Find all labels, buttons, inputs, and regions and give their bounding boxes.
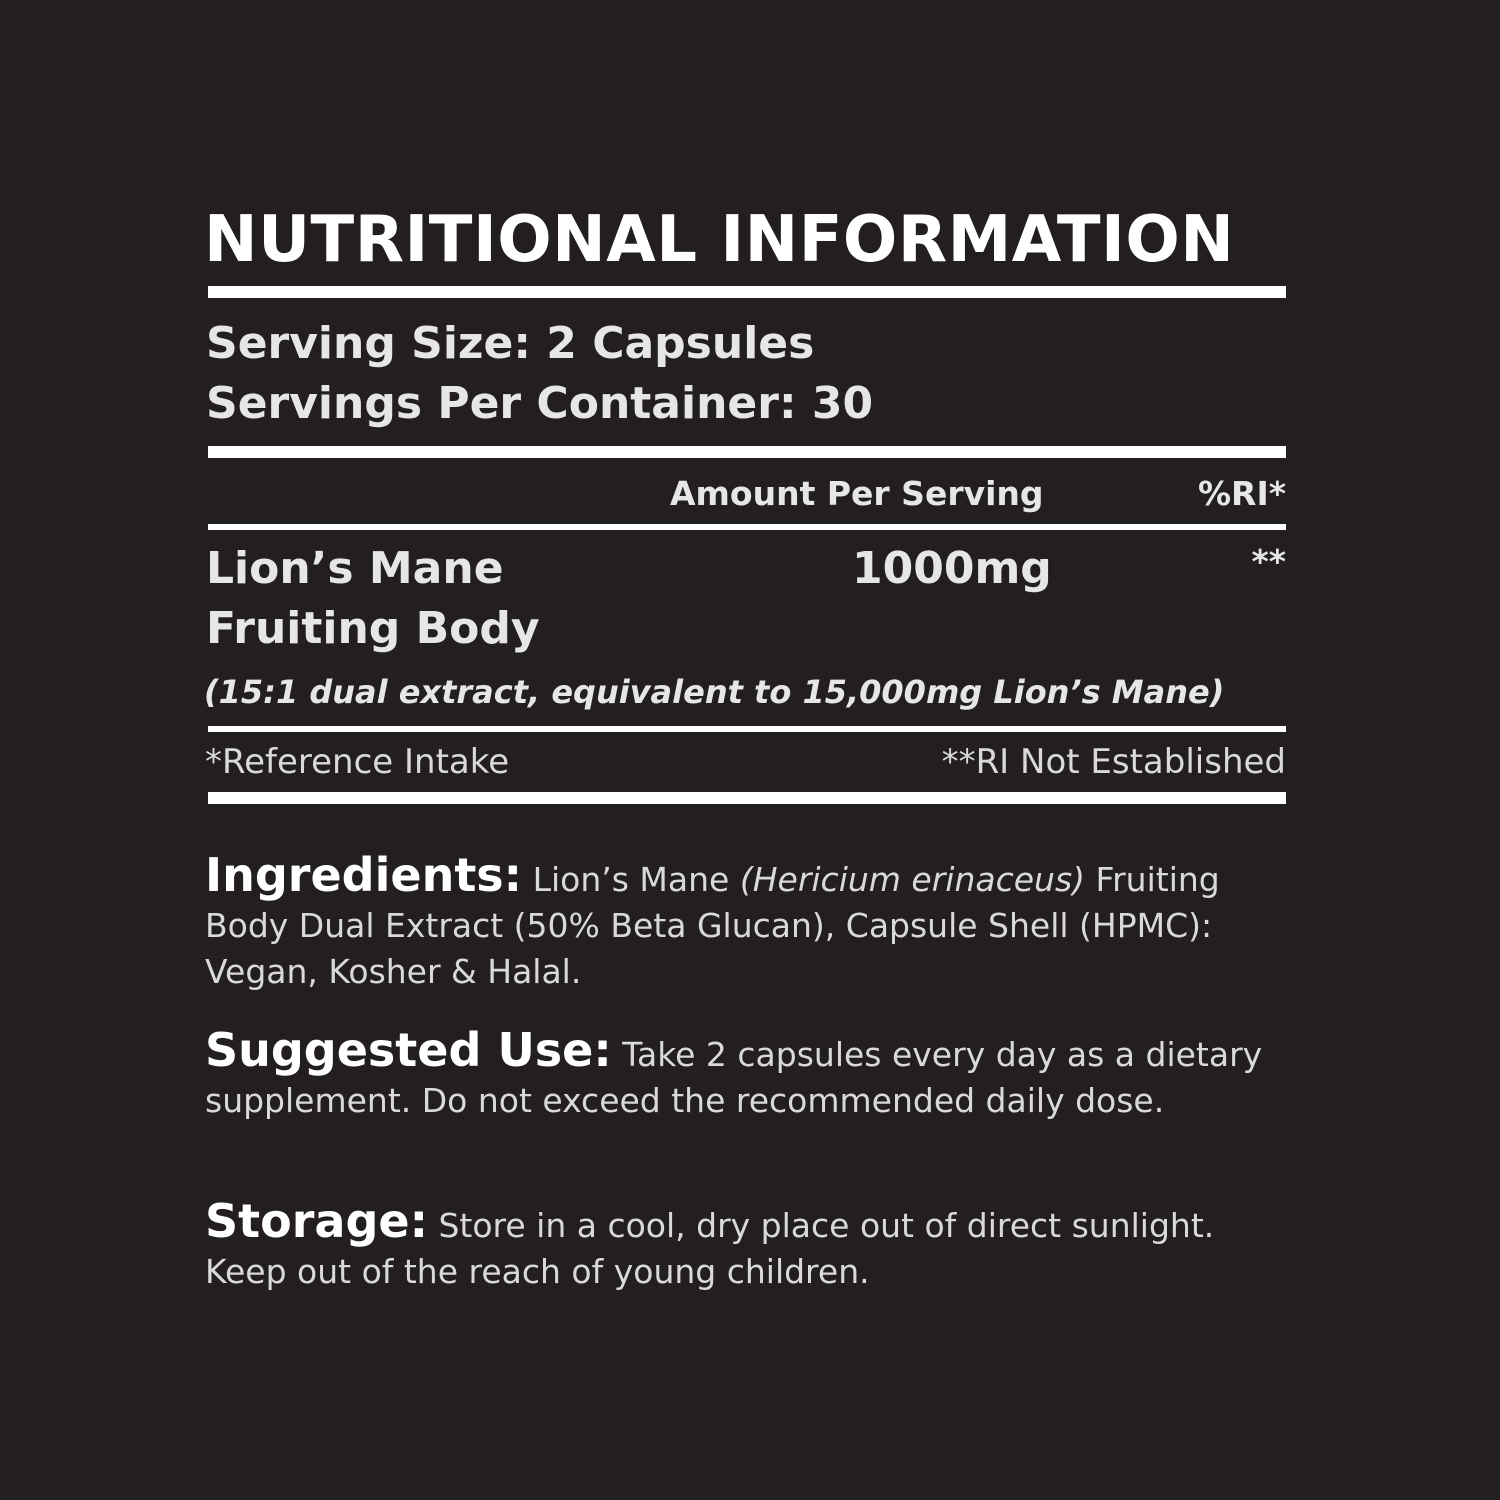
storage-label: Storage:	[205, 1194, 428, 1248]
ingredient-amount: 1000mg	[852, 543, 1052, 594]
ingredients-text-a: Lion’s Mane	[522, 860, 740, 899]
ingredient-name-line2: Fruiting Body	[206, 603, 540, 654]
divider-thick	[208, 792, 1286, 804]
column-header-ri: %RI*	[1197, 474, 1286, 513]
ingredients-paragraph	[205, 848, 1285, 995]
suggested-use-text: Take 2 capsules every day as a dietary supplement. Do not exceed the recommended daily dose.	[205, 1035, 1263, 1120]
suggested-use-paragraph	[205, 1023, 1285, 1124]
divider-thick	[208, 286, 1286, 298]
ingredients-text-b: Fruiting Body Dual Extract (50% Beta Glucan), Capsule Shell (HPMC): Vegan, Kosher & Halal.	[205, 860, 1220, 991]
footnote-reference-intake: *Reference Intake	[205, 742, 510, 782]
page-title: NUTRITIONAL INFORMATION	[204, 203, 1235, 277]
ingredients-scientific-name: (Hericium erinaceus)	[739, 860, 1086, 899]
divider-thick	[208, 446, 1286, 458]
servings-per-container: Servings Per Container: 30	[206, 378, 874, 429]
suggested-use-label: Suggested Use:	[205, 1023, 612, 1077]
divider-thin	[208, 524, 1286, 530]
serving-size: Serving Size: 2 Capsules	[206, 318, 815, 369]
storage-paragraph	[205, 1194, 1285, 1295]
footnote-ri-not-established: **RI Not Established	[941, 742, 1286, 782]
divider-thin	[208, 726, 1286, 732]
column-header-amount: Amount Per Serving	[670, 474, 1044, 513]
ingredient-name-line1: Lion’s Mane	[206, 543, 504, 594]
storage-text: Store in a cool, dry place out of direct sunlight. Keep out of the reach of young children.	[205, 1206, 1215, 1291]
ingredient-ri: **	[1251, 542, 1286, 581]
ingredients-label: Ingredients:	[205, 848, 523, 902]
extract-note: (15:1 dual extract, equivalent to 15,000mg Lion’s Mane)	[204, 673, 1225, 711]
